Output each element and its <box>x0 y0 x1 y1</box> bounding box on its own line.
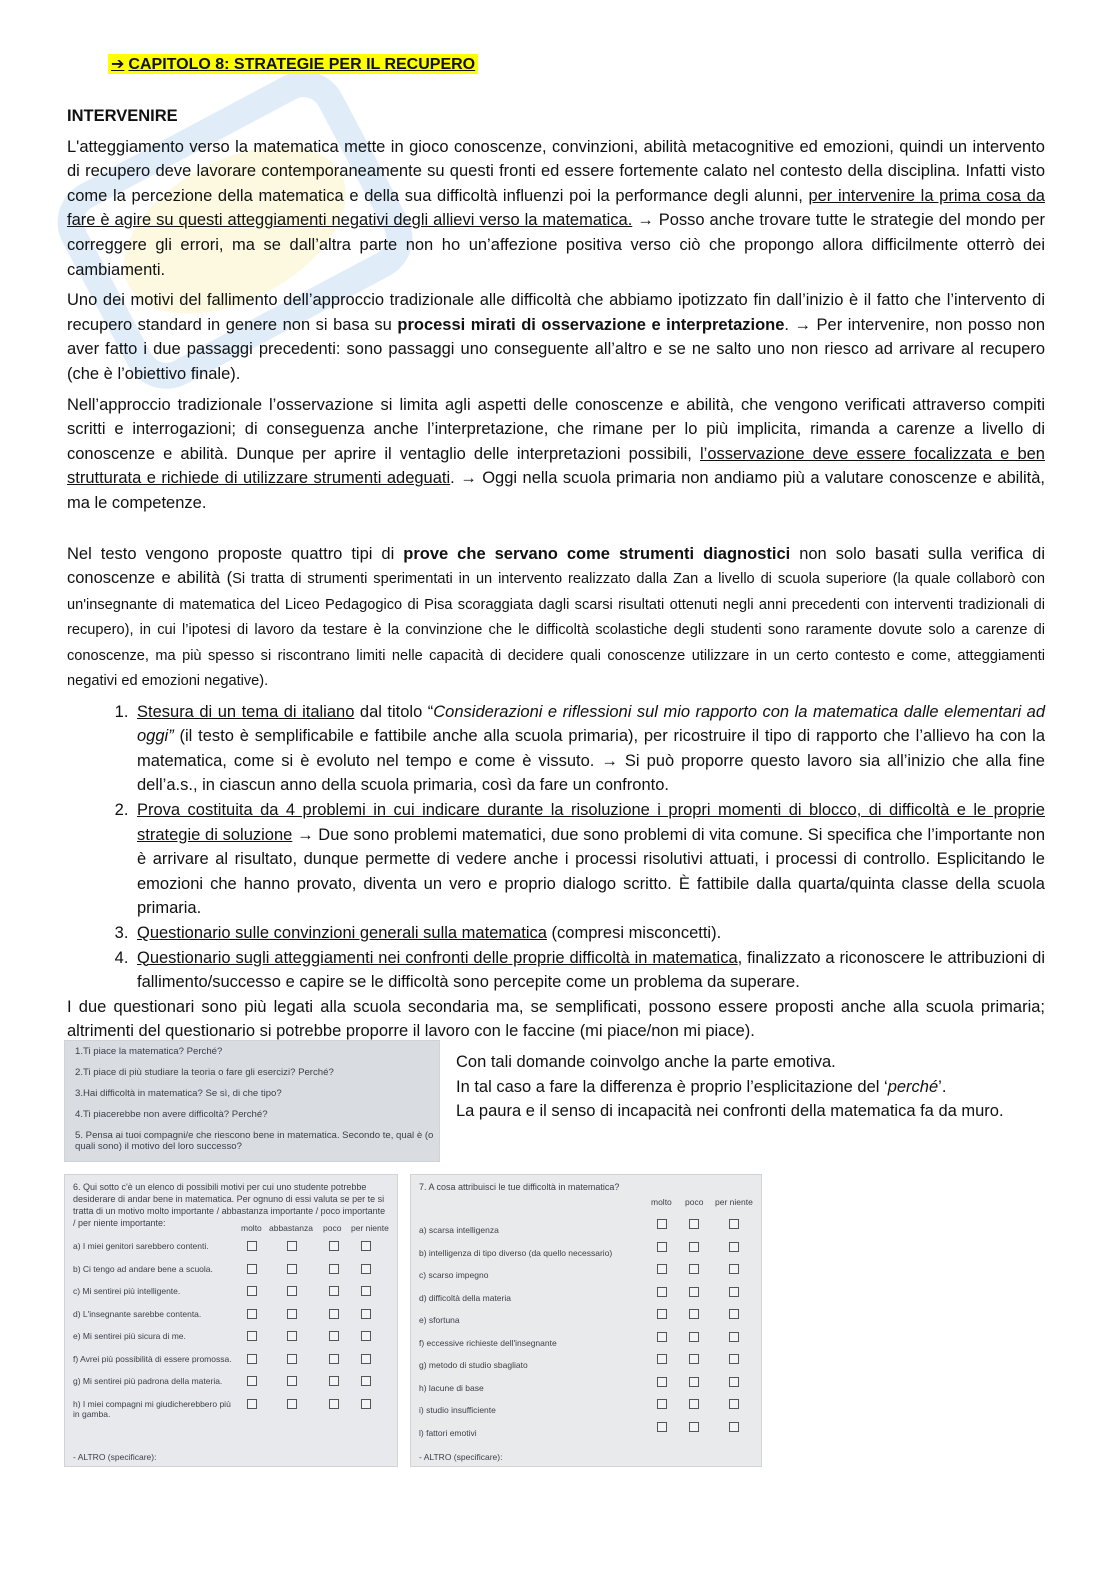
difficulty-questionnaire-photo <box>410 1174 762 1467</box>
paragraph-1: L'atteggiamento verso la matematica mette in gioco conoscenze, convinzioni, abilità metacognitive ed emozioni, quindi un intervento di recupero deve lavorare contemporaneamente su questi fronti ed essere fortemente calato nel contesto della disciplina. Infatti visto come la percezione della matematica e della sua difficoltà influenzi poi la performance degli alunni, per intervenire la prima cosa da fare è agire su questi atteggiamenti negativi degli allievi verso la matematica. → Posso anche trovare tutte le strategie del mondo per correggere gli errori, ma se dall’altra parte non ho un’affezione positiva verso ciò che propongo allora difficilmente otterrò dei cambiamenti. <box>67 137 1045 279</box>
questionnaire-header: 7. A cosa attribuisci le tue difficoltà in matematica? <box>419 1182 620 1192</box>
checkbox[interactable] <box>287 1354 297 1364</box>
question-line: 3.Hai difficoltà in matematica? Se sì, di che tipo? <box>75 1088 282 1099</box>
checkbox[interactable] <box>361 1286 371 1296</box>
checkbox[interactable] <box>287 1241 297 1251</box>
checkbox[interactable] <box>729 1399 739 1409</box>
checkbox[interactable] <box>729 1219 739 1229</box>
question-line: 5. Pensa ai tuoi compagni/e che riescono bene in matematica. Secondo te, qual è (o quali sono) il motivo del loro successo? <box>75 1130 434 1152</box>
checkbox[interactable] <box>329 1331 339 1341</box>
checkbox[interactable] <box>287 1331 297 1341</box>
questionnaire-row: a) I miei genitori sarebbero contenti. <box>73 1241 209 1251</box>
checkbox[interactable] <box>729 1422 739 1432</box>
checkbox[interactable] <box>361 1309 371 1319</box>
checkbox[interactable] <box>361 1331 371 1341</box>
checkbox[interactable] <box>287 1376 297 1386</box>
checkbox[interactable] <box>657 1287 667 1297</box>
checkbox[interactable] <box>657 1399 667 1409</box>
paragraph-4: Nel testo vengono proposte quattro tipi di prove che servano come strumenti diagnostici non solo basati sulla verifica di conoscenze e abilità (Si tratta di strumenti sperimentati in un intervento realizzato dalla Zan a livello di scuola superiore (la quale collaborò con un'insegnante di matematica del Liceo Pedagogico di Pisa scoraggiata dagli scarsi risultati ottenuti negli anni precedenti con interventi tradizionali di recupero), in cui l’ipotesi di lavoro da testare è la convinzione che le difficoltà scolastiche degli studenti sono raramente dovute solo a carenze di conoscenze, ma più spesso si riscontrano limiti nelle capacità di decidere quali conoscenze utilizzare in un certo contesto e come, atteggiamenti negativi ed emozioni negative). <box>67 544 1045 690</box>
questionnaire-row: i) studio insufficiente <box>419 1405 496 1415</box>
checkbox[interactable] <box>329 1376 339 1386</box>
checkbox[interactable] <box>247 1331 257 1341</box>
checkbox[interactable] <box>247 1309 257 1319</box>
aside-text: Con tali domande coinvolgo anche la parte emotiva. In tal caso a fare la differenza è proprio l’esplicitazione del ‘perché’. La paura e il senso di incapacità nei confronti della matematica fa da muro. <box>456 1053 1004 1121</box>
list-item: 2. Prova costituita da 4 problemi in cui indicare durante la risoluzione i propri momenti di blocco, di difficoltà e le proprie strategie di soluzione → Due sono problemi matematici, due sono problemi di vita comune. Si specifica che l’importante non è arrivare al risultato, dunque permette di vedere anche i processi risolutivi attuati, i processi di controllo. Esplicitando le emozioni che hanno provato, diventa un vero e proprio dialogo scritto. È fattibile dalla quarta/quinta classe della scuola primaria. <box>133 798 1045 921</box>
checkbox[interactable] <box>689 1264 699 1274</box>
column-header: per niente <box>351 1223 389 1233</box>
checkbox[interactable] <box>689 1219 699 1229</box>
checkbox[interactable] <box>361 1264 371 1274</box>
checkbox[interactable] <box>689 1242 699 1252</box>
checkbox[interactable] <box>657 1377 667 1387</box>
chapter-title: ➔ CAPITOLO 8: STRATEGIE PER IL RECUPERO <box>108 54 478 74</box>
paragraph-2: Uno dei motivi del fallimento dell’approccio tradizionale alle difficoltà che abbiamo ipotizzato fin dall’inizio è il fatto che l’intervento di recupero standard in genere non si basa su processi mirati di osservazione e interpretazione. → Per intervenire, non posso non aver fatto i due passaggi precedenti: sono passaggi uno conseguente all’altro e se ne salto uno non riesco ad arrivare al recupero (che è l’obiettivo finale). <box>67 291 1045 383</box>
checkbox[interactable] <box>287 1286 297 1296</box>
column-header: per niente <box>715 1197 753 1207</box>
questionnaire-footer: - ALTRO (specificare): <box>73 1452 157 1462</box>
questionnaire-row: f) Avrei più possibilità di essere promossa. <box>73 1353 232 1364</box>
checkbox[interactable] <box>657 1219 667 1229</box>
questions-photo <box>64 1040 440 1162</box>
questionnaire-row: f) eccessive richieste dell'insegnante <box>419 1337 557 1348</box>
questionnaire-row: e) sfortuna <box>419 1315 460 1325</box>
list-item: 1. Stesura di un tema di italiano dal titolo “Considerazioni e riflessioni sul mio rapporto con la matematica dalle elementari ad oggi” (il testo è semplificabile e fattibile anche alla scuola primaria), per ricostruire il tipo di rapporto che l’allievo ha con la matematica, come si è evoluto nel tempo e come è vissuto. → Si può proporre questo lavoro sia all’inizio che alla fine dell’a.s., in ciascun anno della scuola primaria, così da fare un confronto. <box>133 700 1045 798</box>
checkbox[interactable] <box>361 1354 371 1364</box>
checkbox[interactable] <box>657 1309 667 1319</box>
checkbox[interactable] <box>657 1422 667 1432</box>
checkbox[interactable] <box>657 1354 667 1364</box>
checkbox[interactable] <box>329 1309 339 1319</box>
checkbox[interactable] <box>689 1287 699 1297</box>
checkbox[interactable] <box>287 1309 297 1319</box>
checkbox[interactable] <box>247 1286 257 1296</box>
questionnaire-footer: - ALTRO (specificare): <box>419 1452 503 1462</box>
column-header: poco <box>685 1197 704 1207</box>
column-header: molto <box>651 1197 672 1207</box>
motivation-questionnaire-photo <box>64 1174 398 1467</box>
paragraph-3: Nell’approccio tradizionale l’osservazione si limita agli aspetti delle conoscenze e abilità, che vengono verificati attraverso compiti scritti e interrogazioni; di conseguenza anche l’interpretazione, che rimane per lo più implicita, rimanda a carenze a livello di conoscenze e abilità. Dunque per aprire il ventaglio delle interpretazioni possibili, l’osservazione deve essere focalizzata e ben strutturata e richiede di utilizzare strumenti adeguati. → Oggi nella scuola primaria non andiamo più a valutare conoscenze e abilità, ma le competenze. <box>67 395 1045 512</box>
checkbox[interactable] <box>247 1354 257 1364</box>
section-heading: INTERVENIRE <box>67 107 178 125</box>
checkbox[interactable] <box>361 1241 371 1251</box>
question-line: 2.Ti piace di più studiare la teoria o fare gli esercizi? Perché? <box>75 1067 334 1078</box>
checkbox[interactable] <box>247 1241 257 1251</box>
questionnaire-header: 6. Qui sotto c'è un elenco di possibili motivi per cui uno studente potrebbe desiderare di andar bene in matematica. Per ognuno di essi valuta se per te si tratta di un motivo molto importante / abbastanza importante / poco importante / per niente importante: <box>73 1182 386 1228</box>
list-item: 3. Questionario sulle convinzioni generali sulla matematica (compresi misconcetti). <box>133 921 1045 946</box>
arrow-icon: ➔ <box>111 56 125 73</box>
checkbox[interactable] <box>689 1399 699 1409</box>
checkbox[interactable] <box>729 1332 739 1342</box>
questionnaire-row: d) difficoltà della materia <box>419 1292 511 1303</box>
checkbox[interactable] <box>657 1264 667 1274</box>
checkbox[interactable] <box>361 1376 371 1386</box>
checkbox[interactable] <box>657 1242 667 1252</box>
checkbox[interactable] <box>287 1264 297 1274</box>
questionnaire-row: b) Ci tengo ad andare bene a scuola. <box>73 1263 213 1274</box>
checkbox[interactable] <box>729 1354 739 1364</box>
checkbox[interactable] <box>329 1264 339 1274</box>
column-header: abbastanza <box>269 1223 313 1233</box>
checkbox[interactable] <box>689 1332 699 1342</box>
list-item: 4. Questionario sugli atteggiamenti nei confronti delle proprie difficoltà in matematica, finalizzato a riconoscere le attribuzioni di fallimento/successo e capire se le difficoltà sono percepite come un problema da superare. <box>133 946 1045 995</box>
questionnaire-row: c) scarso impegno <box>419 1270 489 1280</box>
checkbox[interactable] <box>329 1286 339 1296</box>
checkbox[interactable] <box>361 1399 371 1409</box>
checkbox[interactable] <box>287 1399 297 1409</box>
checkbox[interactable] <box>329 1354 339 1364</box>
checkbox[interactable] <box>247 1376 257 1386</box>
question-line: 1.Ti piace la matematica? Perché? <box>75 1046 223 1057</box>
questionnaire-row: g) metodo di studio sbagliato <box>419 1360 528 1370</box>
checkbox[interactable] <box>729 1287 739 1297</box>
checkbox[interactable] <box>729 1264 739 1274</box>
questionnaire-row: h) I miei compagni mi giudicherebbero più in gamba. <box>73 1398 231 1419</box>
questionnaire-row: b) intelligenza di tipo diverso (da quello necessario) <box>419 1247 613 1258</box>
checkbox[interactable] <box>729 1242 739 1252</box>
paragraph-5: I due questionari sono più legati alla scuola secondaria ma, se semplificati, possono essere proposti anche alla scuola primaria; altrimenti del questionario si potrebbe proporre il lavoro con le faccine (mi piace/non mi piace). <box>67 997 1045 1041</box>
checkbox[interactable] <box>329 1241 339 1251</box>
questionnaire-row: d) L'insegnante sarebbe contenta. <box>73 1308 202 1319</box>
questionnaire-row: h) lacune di base <box>419 1382 484 1393</box>
column-header: poco <box>323 1223 342 1233</box>
checkbox[interactable] <box>329 1399 339 1409</box>
questionnaire-row: a) scarsa intelligenza <box>419 1225 499 1235</box>
checkbox[interactable] <box>247 1264 257 1274</box>
checkbox[interactable] <box>689 1309 699 1319</box>
question-line: 4.Ti piacerebbe non avere difficoltà? Perché? <box>75 1109 268 1120</box>
diagnostic-tests-list <box>67 700 1045 995</box>
checkbox[interactable] <box>729 1377 739 1387</box>
checkbox[interactable] <box>689 1354 699 1364</box>
questionnaire-row: l) fattori emotivi <box>419 1427 477 1438</box>
checkbox[interactable] <box>729 1309 739 1319</box>
checkbox[interactable] <box>247 1399 257 1409</box>
questionnaire-row: c) Mi sentirei più intelligente. <box>73 1286 181 1296</box>
main-text <box>67 104 1045 1050</box>
questionnaire-row: g) Mi sentirei più padrona della materia. <box>73 1376 223 1386</box>
checkbox[interactable] <box>657 1332 667 1342</box>
checkbox[interactable] <box>689 1377 699 1387</box>
checkbox[interactable] <box>689 1422 699 1432</box>
questionnaire-row: e) Mi sentirei più sicura di me. <box>73 1331 186 1341</box>
column-header: molto <box>241 1223 262 1233</box>
